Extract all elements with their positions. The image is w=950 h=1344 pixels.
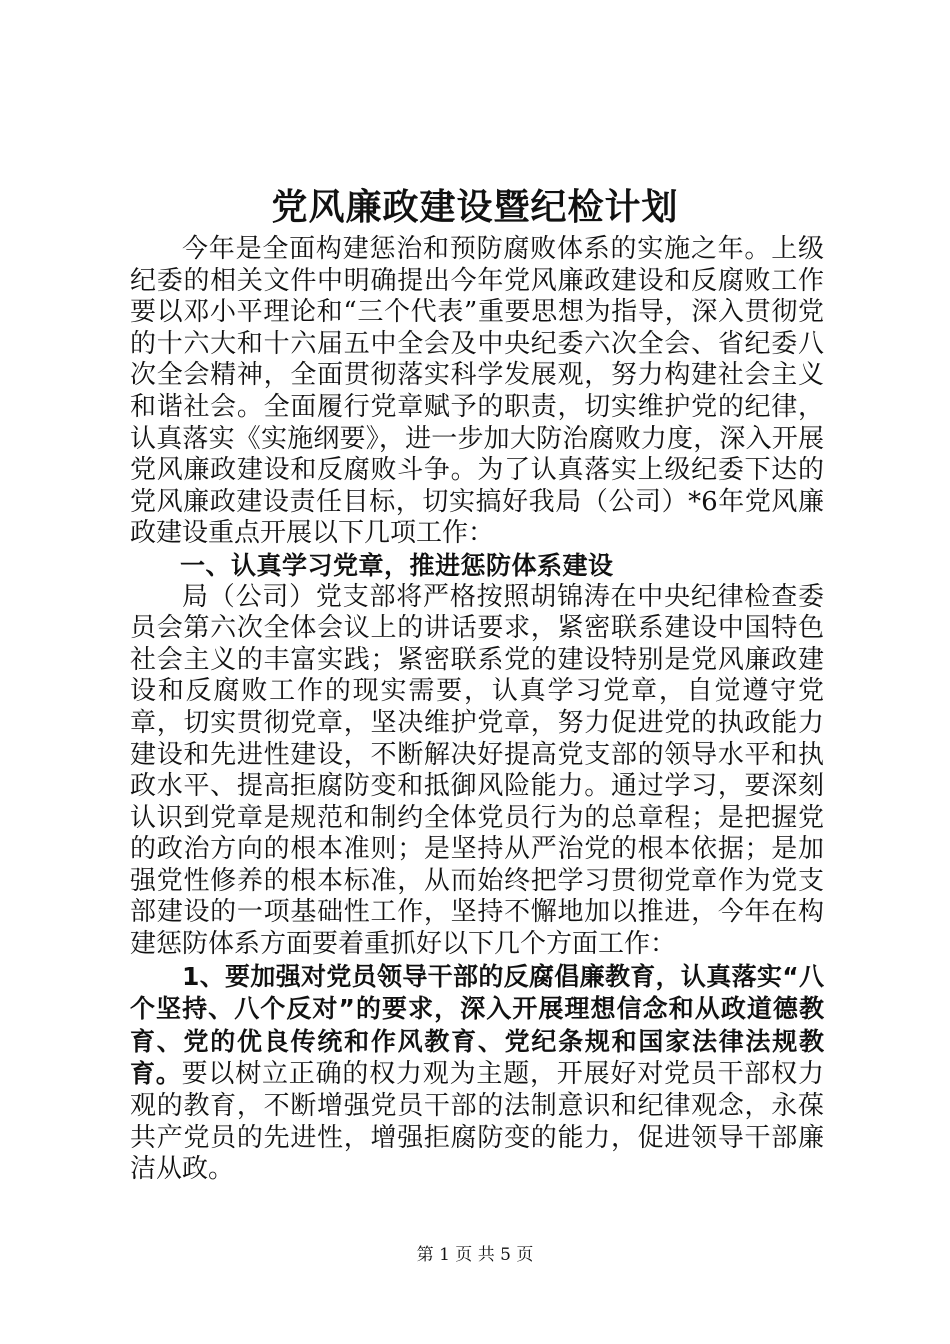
- item-paragraph: [130, 961, 824, 1186]
- intro-paragraph: 今年是全面构建惩治和预防腐败体系的实施之年。上级纪委的相关文件中明确提出今年党风廉政建设和反腐败工作要以邓小平理论和“三个代表”重要思想为指导，深入贯彻党的十六大和十六届五中全会及中央纪委六次全会、省纪委八次全会精神，全面贯彻落实科学发展观，努力构建社会主义和谐社会。全面履行党章赋予的职责，切实维护党的纪律，认真落实《实施纲要》，进一步加大防治腐败力度，深入开展党风廉政建设和反腐败斗争。为了认真落实上级纪委下达的党风廉政建设责任目标，切实搞好我局（公司）*6年党风廉政建设重点开展以下几项工作：: [130, 234, 824, 549]
- item-body-text: 要以树立正确的权力观为主题，开展好对党员干部权力观的教育，不断增强党员干部的法制意识和纪律观念，永葆共产党员的先进性，增强拒腐防变的能力，促进领导干部廉洁从政。: [130, 1059, 824, 1185]
- item-lead-text: 1、要加强对党员领导干部的反腐倡廉教育，认真落实“八个坚持、八个反对”的要求，深入开展理想信念和从政道德教育、党的优良传统和作风教育、党纪条规和国家法律法规教育。: [130, 961, 824, 1089]
- document-body: [130, 234, 824, 1186]
- section-paragraph: 局（公司）党支部将严格按照胡锦涛在中央纪律检查委员会第六次全体会议上的讲话要求，紧密联系建设中国特色社会主义的丰富实践；紧密联系党的建设特别是党风廉政建设和反腐败工作的现实需要，认真学习党章，自觉遵守党章，切实贯彻党章，坚决维护党章，努力促进党的执政能力建设和先进性建设，不断解决好提高党支部的领导水平和执政水平、提高拒腐防变和抵御风险能力。通过学习，要深刻认识到党章是规范和制约全体党员行为的总章程；是把握党的政治方向的根本准则；是坚持从严治党的根本依据；是加强党性修养的根本标准，从而始终把学习贯彻党章作为党支部建设的一项基础性工作，坚持不懈地加以推进，今年在构建惩防体系方面要着重抓好以下几个方面工作：: [130, 581, 824, 960]
- document-title: 党风廉政建设暨纪检计划: [271, 186, 679, 228]
- page-footer: 第 1 页 共 5 页: [416, 1245, 534, 1265]
- section-heading: 一、认真学习党章，推进惩防体系建设: [180, 550, 614, 580]
